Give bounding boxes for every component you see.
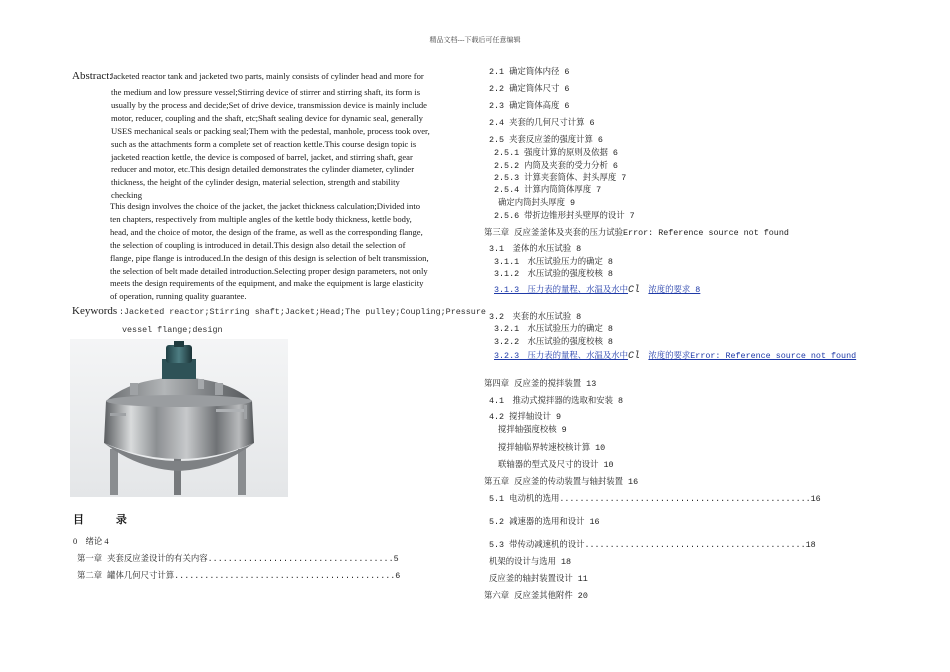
abstract-paragraph-1 [111,86,473,202]
keywords-label: Keywords [72,305,118,317]
chloride-symbol: Cl [628,351,641,362]
abstract-line: the medium and low pressure vessel;Stirring device of stirrer and stirring shaft, its form is [111,87,421,97]
abstract-line: the selection of coupling is introduced in detail.This design also detail the selection of [110,239,406,250]
toc-entry: 5.2 减速器的选用和设计 16 [489,517,600,527]
toc-entry: 2.5.1 强度计算的原则及依据 6 [494,148,618,158]
toc-entry: 2.5.3 计算夹套筒体、封头厚度 7 [494,173,627,183]
toc-entry: 5.1 电动机的选用..................................................16 [489,494,821,504]
toc-link-text[interactable]: 3.1.3 压力表的量程、水温及水中 [494,285,629,295]
reactor-photo [70,339,288,497]
toc-link-3-1-3[interactable] [494,283,700,296]
toc-link-text[interactable]: 浓度的要求Error: Reference source not found [648,351,857,361]
toc-entry: 确定内筒封头厚度 9 [498,198,576,208]
abstract-line: usually by the process and decide;Set of drive device, transmission device is mainly include [111,99,427,110]
toc-entry: 第六章 反应釜其他附件 20 [484,591,588,601]
abstract-line: ten chapters, respectively from multiple angles of the kettle body thickness, kettle body, [110,213,412,224]
abstract-line: flange, pipe flange is introduced.In the design of this design is selection of belt transmission, [110,252,429,263]
abstract-line: head, and the choice of motor, the design of the frame, as well as the corresponding flange, [110,226,423,237]
abstract-line: thickness, the height of the cylinder design, material selection, strength and stability [111,177,400,188]
abstract-paragraph-2 [110,200,478,303]
toc-entry: 机架的设计与选用 18 [489,557,572,567]
abstract-line: This design involves the choice of the jacket, the jacket thickness calculation;Divided into [110,201,421,211]
toc-entry: 反应釜的轴封装置设计 11 [489,574,588,584]
abstract-line: the selection of belt made detailed introduction.Selecting proper design parameters, not only [110,265,428,276]
toc-entry: 3.1 釜体的水压试验 8 [489,244,582,254]
toc-entry: 3.2.1 水压试验压力的确定 8 [494,324,613,334]
toc-entry: 3.1.1 水压试验压力的确定 8 [494,257,613,267]
abstract-first-line: Jacketed reactor tank and jacketed two parts, mainly consists of cylinder head and more for [110,71,424,81]
toc-entry: 2.3 确定筒体高度 6 [489,101,570,111]
toc-entry: 搅拌轴强度校核 9 [498,425,567,435]
page-header: 精品文档---下载后可任意编辑 [429,36,521,44]
toc-entry: 2.5.6 带折边锥形封头壁厚的设计 7 [494,211,635,221]
toc-entry: 2.4 夹套的几何尺寸计算 6 [489,118,595,128]
toc-entry: 2.5 夹套反应釜的强度计算 6 [489,135,603,145]
toc-entry: 第四章 反应釜的搅拌装置 13 [484,379,597,389]
abstract-line: such as the attachments form a complete set of reaction kettle.This course design topic is [111,138,417,149]
abstract-line: of operation, running quality guarantee. [110,291,247,302]
chloride-symbol: Cl [628,285,641,296]
toc-entry: 2.5.2 内筒及夹套的受力分析 6 [494,161,618,171]
toc-link-3-2-3[interactable] [494,349,856,362]
toc-entry: 第五章 反应釜的传动装置与轴封装置 16 [484,477,639,487]
abstract-line: motor, reducer, coupling and the shaft, etc;Shaft sealing device for dynamic seal, generally [111,112,423,123]
keywords-line-2: vessel flange;design [122,325,223,335]
toc-link-text[interactable]: 浓度的要求 8 [648,285,701,295]
toc-entry: 3.1.2 水压试验的强度校核 8 [494,269,613,279]
toc-entry: 5.3 带传动减速机的设计............................................18 [489,540,816,550]
abstract-line: jacketed reaction kettle, the device is composed of barrel, jacket, and stirring shaft, gear [111,151,413,162]
keywords-line-1: :Jacketed reactor;Stirring shaft;Jacket;Head;The pulley;Coupling;Pressure [119,307,486,317]
toc-link-text[interactable]: 3.2.3 压力表的量程、水温及水中 [494,351,629,361]
toc-entry: 4.1 推动式搅拌器的选取和安装 8 [489,396,624,406]
toc-entry: 2.1 确定筒体内径 6 [489,67,570,77]
toc-entry: 第一章 夹套反应釜设计的有关内容.....................................5 [77,554,399,564]
toc-entry: 搅拌轴临界转速校核计算 10 [498,443,606,453]
toc-entry: 联轴器的型式及尺寸的设计 10 [498,460,614,470]
abstract-line: meets the design requirements of the equipment, and make the equipment is large elasticity [110,278,424,289]
toc-entry: 3.2.2 水压试验的强度校核 8 [494,337,613,347]
toc-entry: 4.2 搅拌轴设计 9 [489,412,562,422]
abstract-line: reducer and motor, etc.This design detailed demonstrates the cylinder diameter, cylinder [111,164,415,175]
toc-entry: 第二章 罐体几何尺寸计算............................................6 [77,571,401,581]
abstract-label: Abstract: [72,70,113,82]
abstract-line: checking [111,190,143,201]
toc-entry: 2.2 确定筒体尺寸 6 [489,84,570,94]
toc-entry: 第三章 反应釜釜体及夹套的压力试验Error: Reference source not found [484,228,789,238]
toc-entry: 0 绪论 4 [73,537,109,546]
abstract-line: USES mechanical seals or packing seal;Them with the pedestal, manhole, process took over, [111,125,430,136]
toc-entry: 2.5.4 计算内筒筒体厚度 7 [494,185,602,195]
toc-title: 目 录 [73,513,141,526]
toc-entry: 3.2 夹套的水压试验 8 [489,312,582,322]
